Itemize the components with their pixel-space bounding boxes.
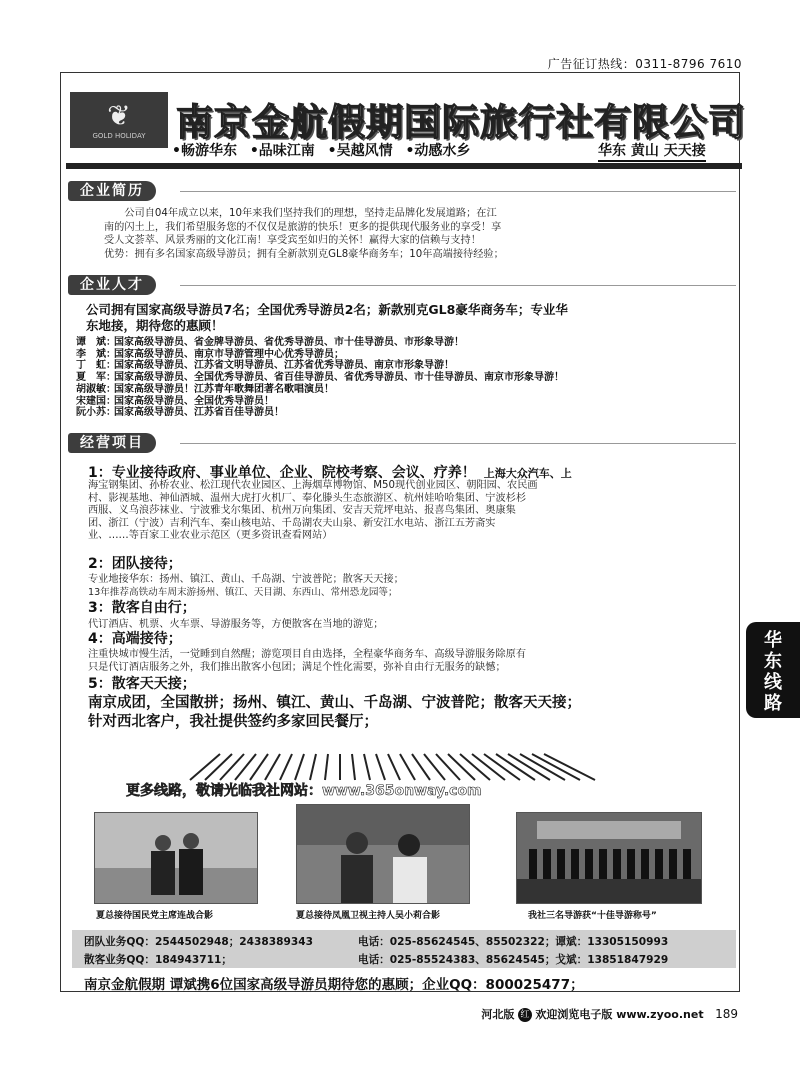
company-name: 南京金航假期国际旅行社有限公司 [176, 101, 746, 144]
staff-row: 李 斌：国家高级导游员、南京市导游管理中心优秀导游员； [76, 348, 344, 360]
service-item-1-body: 海宝钢集团、孙桥农业、松江现代农业园区、上海烟草博物馆、M50现代创业园区、朝阳园、农民画 村、影视基地、神仙酒城、温州大虎打火机厂、奉化滕头生态旅游区、杭州娃哈哈集团、宁波杉杉 西服、义乌浪莎袜业、宁波雅戈尔集团、杭州万向集团、安吉天荒坪电站、报喜鸟集团、奥康集 团、浙江（宁波）吉利汽车、秦山核电站、千岛湖农夫山泉、新安江水电站、浙江五芳斋实 业、……等百家工业农业示范区（更多资讯查看网站） [88, 480, 538, 541]
slogan: 华东 黄山 天天接 [598, 140, 706, 162]
section-divider [180, 191, 736, 192]
wings-logo-icon: ❦ [107, 99, 131, 132]
service-item-4-body: 注重快城市慢生活，一觉睡到自然醒；游览项目自由选择，全程豪华商务车、高级导游服务除原有 只是代订酒店服务之外，我们推出散客小包团；满足个性化需要，弥补自由行无服务的缺憾； [88, 649, 527, 673]
service-item-3-body: 代订酒店、机票、火车票、导游服务等，方便散客在当地的游览； [88, 619, 384, 630]
service-item-3-head: 3：散客自由行； [88, 600, 196, 616]
section-tag-services: 经营项目 [68, 433, 156, 453]
talent-intro [86, 302, 736, 334]
logo-subtext: GOLD HOLIDAY [92, 132, 146, 140]
photo-caption: 夏总接待国民党主席连战合影 [96, 911, 214, 921]
photo-placeholder-icon [517, 813, 701, 903]
staff-list [76, 337, 564, 419]
individual-qq: 散客业务QQ：184943711； [84, 954, 232, 966]
company-logo [70, 92, 168, 148]
staff-row: 丁 虹：国家高级导游员、江苏省文明导游员、江苏省优秀导游员、南京市形象导游！ [76, 360, 454, 372]
profile-line: 公司自04年成立以来，10年来我们坚持我们的理想，坚持走品牌化发展道路；在江 [104, 208, 497, 219]
photo-guide-award [516, 812, 702, 904]
staff-row: 谭 斌：国家高级导游员、省金牌导游员、省优秀导游员、市十佳导游员、市形象导游！ [76, 337, 464, 348]
photo-caption: 夏总接待凤凰卫视主持人吴小莉合影 [296, 911, 441, 921]
team-qq: 团队业务QQ：2544502948；2438389343 [84, 936, 313, 948]
team-phone: 电话：025-85624545、85502322；谭斌：13305150993 [358, 936, 669, 948]
banner-rays-graphic [150, 752, 650, 782]
service-item-5-head: 5：散客天天接； [88, 676, 196, 692]
service-item-1-head: 1：专业接待政府、事业单位、企业、院校考察、会议、疗养！ 上海大众汽车、上 [88, 465, 572, 481]
talent-intro-line: 公司拥有国家高级导游员7名；全国优秀导游员2名；新款别克GL8豪华商务车；专业华 [86, 302, 568, 317]
profile-line: 受人文荟萃、风景秀丽的文化江南！享受宾至如归的关怀！赢得大家的信赖与支持！ [104, 235, 481, 246]
bottom-slogan: 南京金航假期 谭斌携6位国家高级导游员期待您的惠顾；企业QQ：800025477； [84, 977, 584, 993]
staff-row: 宋建国：国家高级导游员、全国优秀导游员！ [76, 395, 274, 407]
side-tab-east-china-routes: 华 东 线 路 [746, 622, 800, 718]
section-tag-profile: 企业简历 [68, 181, 156, 201]
section-divider [180, 443, 736, 444]
ad-hotline: 广告征订热线：0311-8796 7610 [547, 57, 742, 71]
photo-placeholder-icon [95, 813, 257, 903]
website-banner: 更多线路，敬请光临我社网站：www.365onway.com [126, 783, 482, 799]
profile-line: 南的闪土上，我们希望服务您的不仅仅是旅游的快乐！更多的提供现代服务业的享受！享 [104, 221, 502, 233]
footer-text: 欢迎浏览电子版 www.zyoo.net [535, 1008, 704, 1021]
header-rule [66, 163, 742, 169]
staff-row: 阮小苏：国家高级导游员、江苏省百佳导游员！ [76, 407, 284, 419]
service-item-2-head: 2：团队接待； [88, 556, 182, 572]
talent-intro-line: 东地接，期待您的惠顾！ [86, 318, 224, 333]
tagline-item: •畅游华东 [172, 143, 237, 159]
tagline-item: •动感水乡 [405, 143, 471, 159]
photo-placeholder-icon [297, 805, 469, 903]
profile-text [104, 207, 744, 261]
service-item-2-body: 专业地接华东：扬州、镇江、黄山、千岛湖、宁波普陀；散客天天接； 13年推荐高铁动车周末游扬州、镇江、天目湖、东西山、常州恐龙园等； [88, 574, 404, 598]
page-footer [481, 1006, 738, 1022]
photo-lianzhan [94, 812, 258, 904]
profile-line: 优势：拥有多名国家高级导游员；拥有全新款别克GL8豪华商务车；10年高端接待经验； [104, 248, 504, 260]
staff-row: 胡淑敏：国家高级导游员！江苏青年歌舞团著名歌唱演员！ [76, 383, 334, 395]
service-item-5-body: 南京成团，全国散拼；扬州、镇江、黄山、千岛湖、宁波普陀；散客天天接； 针对西北客户，我社提供签约多家回民餐厅； [88, 695, 581, 730]
photo-wuxiaoli [296, 804, 470, 904]
service-item-4-head: 4：高端接待； [88, 631, 182, 647]
page-number: 189 [715, 1007, 738, 1021]
section-tag-talent: 企业人才 [68, 275, 156, 295]
tagline-item: •吴越风情 [327, 143, 393, 159]
red-badge-icon: 红 [518, 1008, 532, 1022]
staff-row: 夏 军：国家高级导游员、全国优秀导游员、省百佳导游员、省优秀导游员、市十佳导游员、南京市形象导游！ [76, 372, 564, 384]
edition-label: 河北版 [481, 1008, 515, 1021]
tagline-row [172, 140, 478, 160]
individual-phone: 电话：025-85524383、85624545；戈斌：13851847929 [358, 954, 669, 966]
photo-caption: 我社三名导游获“十佳导游称号” [528, 911, 657, 921]
tagline-item: •品味江南 [249, 143, 315, 159]
section-divider [180, 285, 736, 286]
